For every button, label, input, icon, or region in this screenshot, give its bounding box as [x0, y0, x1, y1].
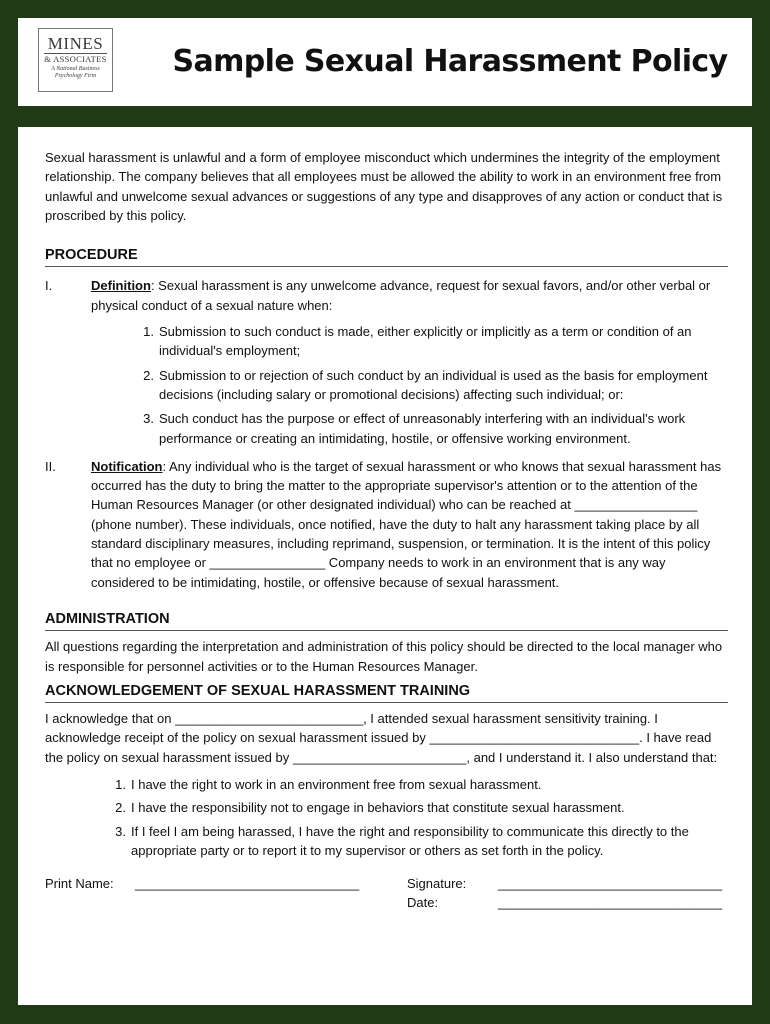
list-text: I have the responsibility not to engage in behaviors that constitute sexual harassment. — [131, 800, 625, 816]
acknowledgement-list — [45, 775, 728, 860]
definition-term: Definition — [91, 278, 151, 294]
administration-heading: ADMINISTRATION — [45, 610, 728, 631]
list-item — [45, 822, 728, 861]
intro-paragraph: Sexual harassment is unlawful and a form of employee misconduct which undermines the integrity of the employment relationship. The company believes that all employees must be allowed the ability to work in an environment free from unlawful and unwelcome sexual advances or suggestions of any type and disapproves of any action or conduct that is proscribed by this policy. — [45, 150, 723, 223]
list-text: Such conduct has the purpose or effect of unreasonably interfering with an individual's work performance or creating an intimidating, hostile, or offensive working environment. — [159, 411, 686, 446]
acknowledgement-heading: ACKNOWLEDGEMENT OF SEXUAL HARASSMENT TRAINING — [45, 682, 728, 703]
company-logo — [38, 28, 113, 92]
notification-term: Notification — [91, 458, 163, 474]
logo-subname: & ASSOCIATES — [44, 54, 107, 64]
notification-text: : Any individual who is the target of sexual harassment or who knows that sexual harassment has occurred has the duty to bring the matter to the appropriate supervisor's attention or to the attention of the Human Resources Manager (or other designated individual) who can be reached at _________________ (phone number). These individuals, once notified, have the duty to halt any harassment taking place by all standard disciplinary measures, including reprimand, suspension, or termination. It is the intent of this policy that no employee or ________________ Company needs to work in an environment that is any way considered to be intimidating, hostile, or offensive because of sexual harassment. — [91, 458, 722, 590]
date-label: Date: — [407, 895, 439, 911]
print-name-label: Print Name: — [45, 876, 114, 892]
logo-name: MINES — [47, 34, 104, 53]
administration-paragraph: All questions regarding the interpretation and administration of this policy should be directed to the local manager who is responsible for personnel activities or to the Human Resources Manager. — [45, 639, 723, 674]
list-item — [91, 322, 728, 361]
procedure-item-notification — [45, 457, 728, 592]
list-item — [45, 775, 728, 794]
document-title: Sample Sexual Harassment Policy — [172, 44, 728, 79]
list-number: 2. — [143, 367, 154, 383]
date-field[interactable]: _______________________________ — [498, 895, 723, 911]
signature-label: Signature: — [407, 876, 467, 892]
list-number: 3. — [115, 823, 126, 839]
signature-block — [45, 874, 728, 914]
logo-tagline: A National Business Psychology Firm — [51, 66, 100, 79]
list-text: Submission to such conduct is made, either explicitly or implicitly as a term or condition of an individual's employment; — [159, 324, 692, 359]
definition-conditions-list — [91, 322, 728, 448]
list-number: 2. — [115, 800, 126, 816]
body-panel — [18, 127, 752, 1005]
list-number: 3. — [143, 411, 154, 427]
procedure-heading: PROCEDURE — [45, 246, 728, 267]
list-item — [91, 366, 728, 405]
list-text: I have the right to work in an environment free from sexual harassment. — [131, 777, 542, 793]
list-number: 1. — [143, 324, 154, 340]
list-item — [45, 798, 728, 817]
acknowledgement-paragraph: I acknowledge that on __________________________, I attended sexual harassment sensitivity training. I acknowledge receipt of the policy on sexual harassment issued by _____________________________. I have read the policy on sexual harassment issued by ________________________, and I understand it. I also understand that: — [45, 711, 718, 765]
item-number: II. — [45, 458, 56, 474]
list-text: If I feel I am being harassed, I have the right and responsibility to communicate this directly to the appropriate party or to report it to my supervisor or others as set forth in the policy. — [131, 823, 689, 858]
list-item — [91, 409, 728, 448]
procedure-item-definition — [45, 276, 728, 315]
item-number: I. — [45, 278, 53, 294]
list-number: 1. — [115, 777, 126, 793]
definition-text: : Sexual harassment is any unwelcome advance, request for sexual favors, and/or other verbal or physical conduct of a sexual nature when: — [91, 278, 711, 313]
header-panel — [18, 18, 752, 106]
print-name-field[interactable]: _______________________________ — [135, 876, 360, 892]
policy-content — [45, 148, 728, 914]
list-text: Submission to or rejection of such conduct by an individual is used as the basis for employment decisions (including salary or promotional decisions) affecting such individual; or: — [159, 367, 708, 402]
signature-field[interactable]: _______________________________ — [498, 876, 723, 892]
